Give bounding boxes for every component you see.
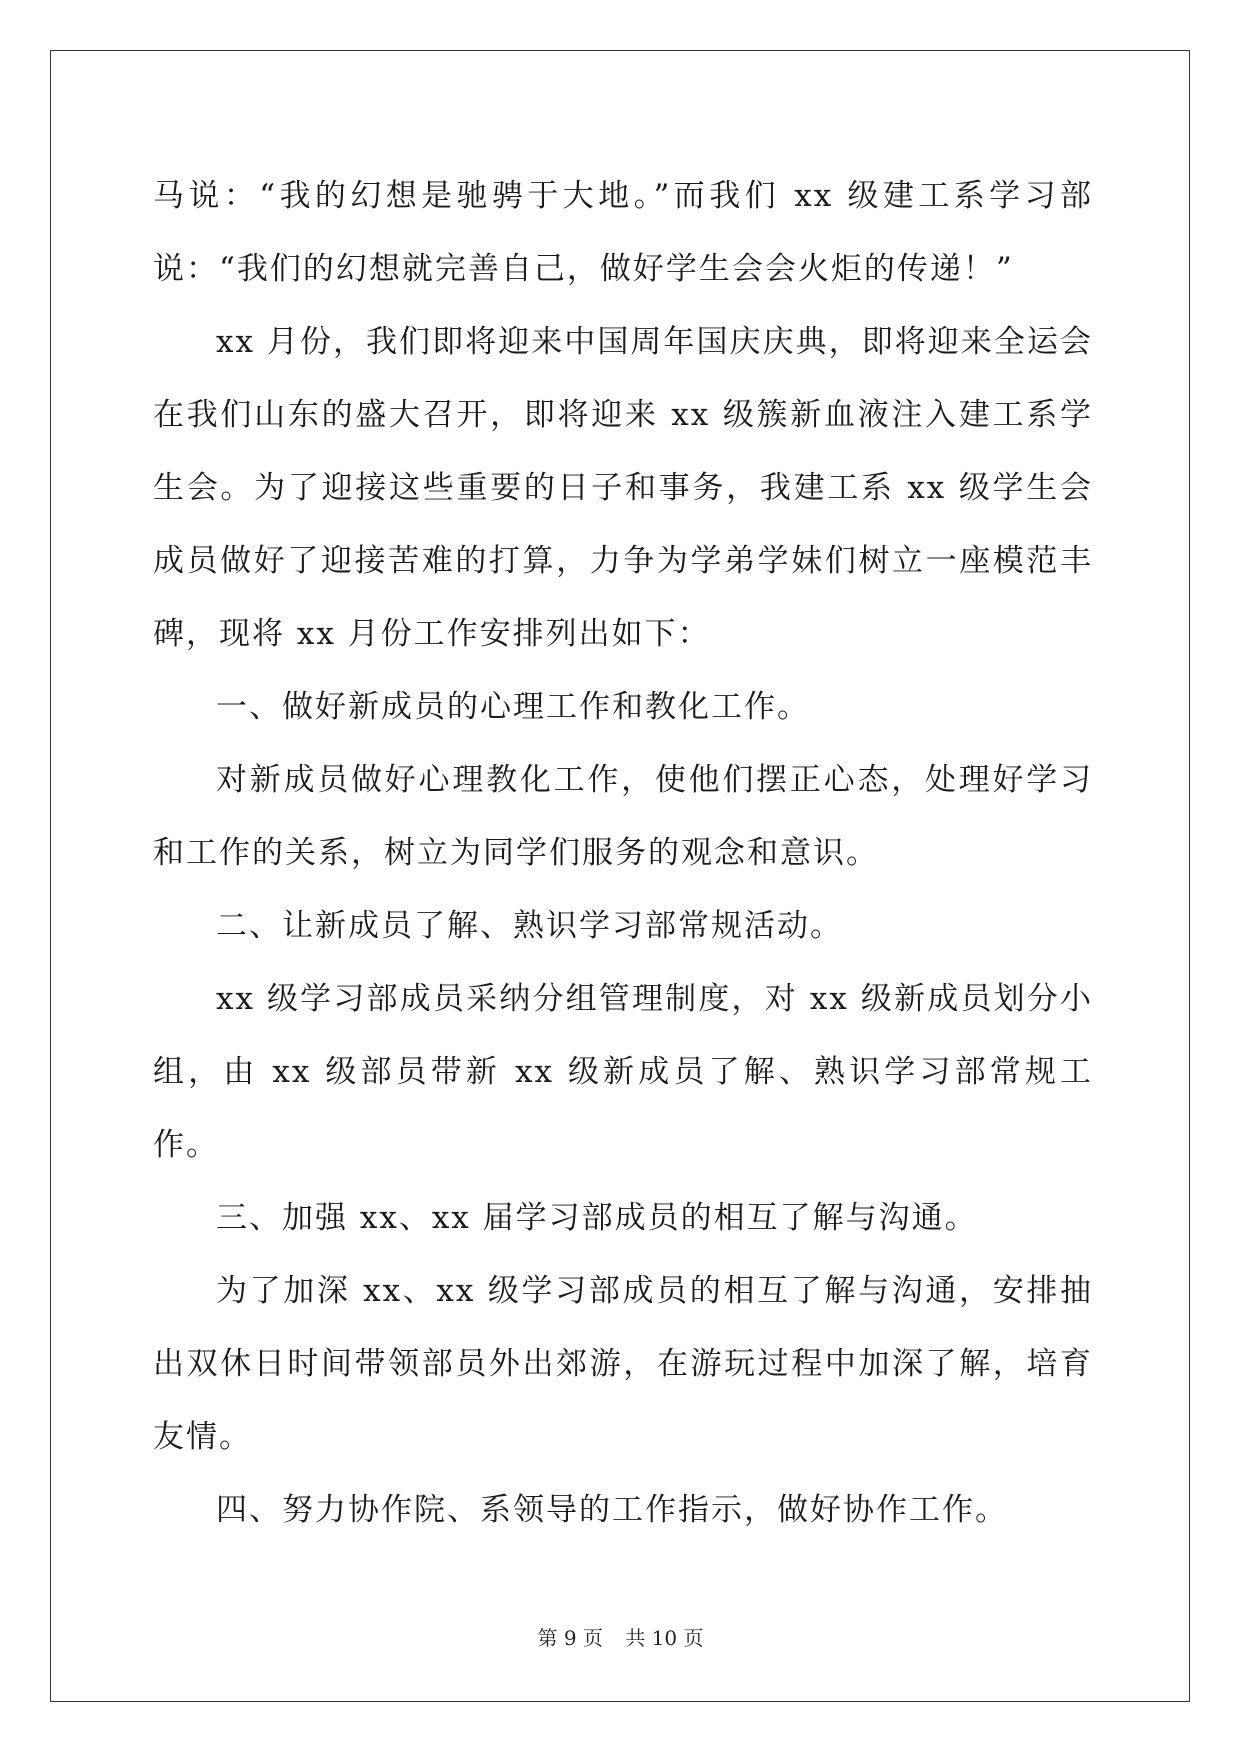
section-heading-3: 三、加强 xx、xx 届学习部成员的相互了解与沟通。 xyxy=(216,1200,978,1236)
paragraph-2: xx 月份，我们即将迎来中国周年国庆庆典，即将迎来全运会在我们山东的盛大召开，即将迎来 xx 级簇新血液注入建工系学生会。为了迎接这些重要的日子和事务，我建工系 xx 级学生会成员做好了迎接苦难的打算，力争为学弟学妹们树立一座模范丰碑，现将 xx 月份工作安排列出如下： xyxy=(153,324,1093,652)
page-number-current: 第 9 页 xyxy=(537,1626,603,1650)
paragraph-5: 为了加深 xx、xx 级学习部成员的相互了解与沟通，安排抽出双休日时间带领部员外出郊游，在游玩过程中加深了解，培育友情。 xyxy=(153,1273,1093,1455)
section-heading-2: 二、让新成员了解、熟识学习部常规活动。 xyxy=(216,908,843,944)
paragraph-3: 对新成员做好心理教化工作，使他们摆正心态，处理好学习和工作的关系，树立为同学们服务的观念和意识。 xyxy=(153,762,1093,871)
paragraph-1: 马说：“我的幻想是驰骋于大地。”而我们 xx 级建工系学习部说：“我们的幻想就完善自己，做好学生会会火炬的传递！” xyxy=(153,178,1093,287)
paragraph-4: xx 级学习部成员采纳分组管理制度，对 xx 级新成员划分小组，由 xx 级部员带新 xx 级新成员了解、熟识学习部常规工作。 xyxy=(153,981,1093,1163)
page-footer xyxy=(0,1622,1241,1651)
document-body xyxy=(153,160,1093,1547)
page-number-total: 共 10 页 xyxy=(625,1626,704,1650)
section-heading-4: 四、努力协作院、系领导的工作指示，做好协作工作。 xyxy=(216,1492,1008,1528)
section-heading-1: 一、做好新成员的心理工作和教化工作。 xyxy=(216,689,810,725)
